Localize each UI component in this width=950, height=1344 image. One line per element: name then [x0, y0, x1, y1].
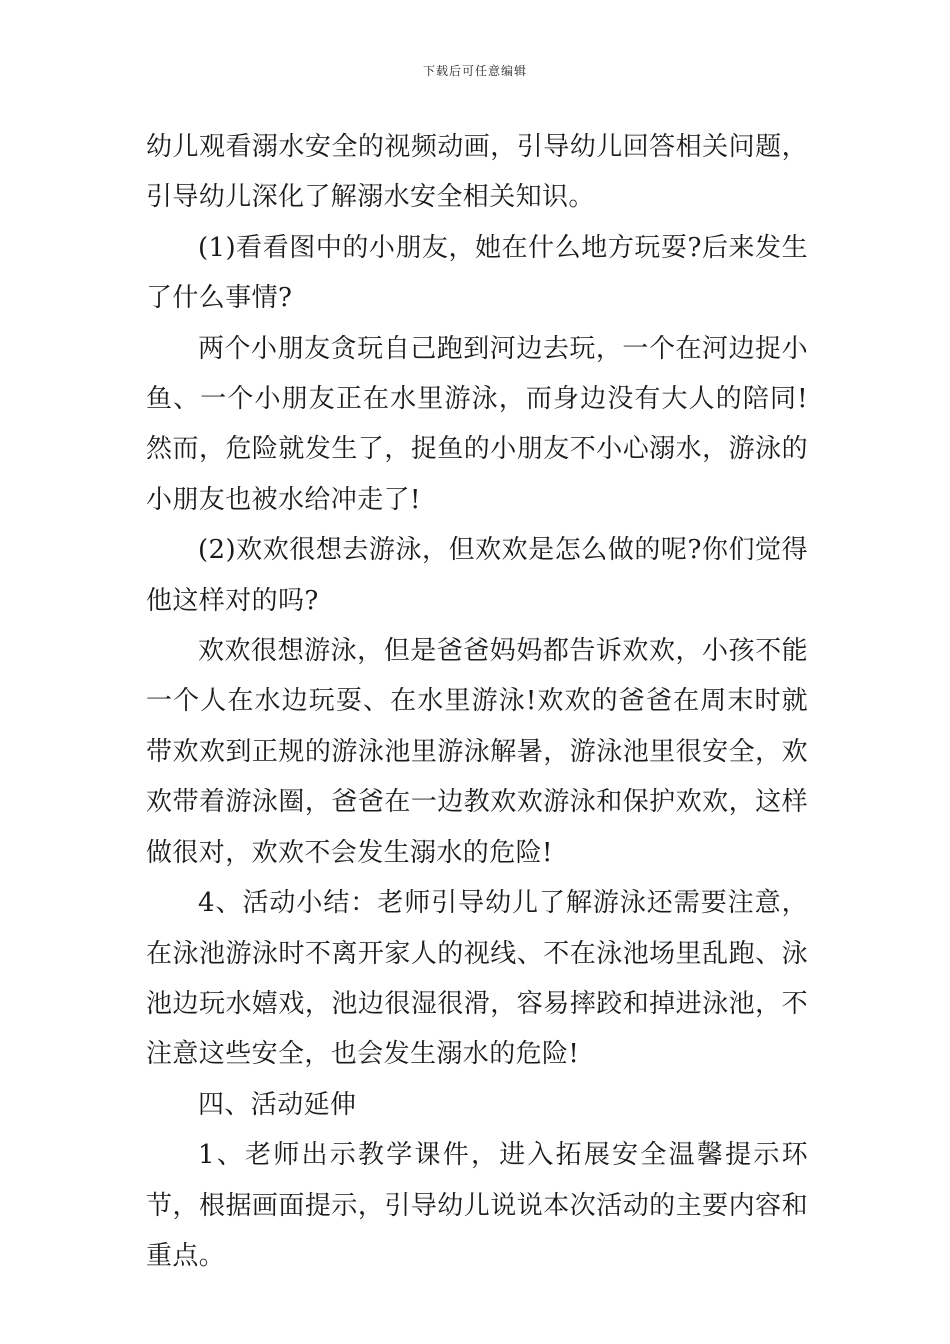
- document-body: [146, 122, 808, 1281]
- paragraph-1: 幼儿观看溺水安全的视频动画，引导幼儿回答相关问题，引导幼儿深化了解溺水安全相关知识。: [146, 132, 808, 213]
- section-heading-extension: 四、活动延伸: [198, 1089, 357, 1120]
- paragraph-6: 4、活动小结：老师引导幼儿了解游泳还需要注意，在泳池游泳时不离开家人的视线、不在泳池场里乱跑、泳池边玩水嬉戏，池边很湿很滑，容易摔跤和掉进泳池，不注意这些安全，也会发生溺水的危险!: [146, 888, 808, 1070]
- paragraph-8: 1、老师出示教学课件，进入拓展安全温馨提示环节，根据画面提示，引导幼儿说说本次活动的主要内容和重点。: [146, 1140, 808, 1271]
- paragraph-5: 欢欢很想游泳，但是爸爸妈妈都告诉欢欢，小孩不能一个人在水边玩耍、在水里游泳!欢欢的爸爸在周末时就带欢欢到正规的游泳池里游泳解暑，游泳池里很安全，欢欢带着游泳圈，爸爸在一边教欢欢游泳和保护欢欢，这样做很对，欢欢不会发生溺水的危险!: [146, 636, 808, 868]
- paragraph-2: (1)看看图中的小朋友，她在什么地方玩耍?后来发生了什么事情?: [146, 232, 808, 314]
- paragraph-3: 两个小朋友贪玩自己跑到河边去玩，一个在河边捉小鱼、一个小朋友正在水里游泳，而身边没有大人的陪同!然而，危险就发生了，捉鱼的小朋友不小心溺水，游泳的小朋友也被水给冲走了!: [146, 333, 808, 515]
- page-header-note: 下载后可任意编辑: [422, 64, 527, 78]
- paragraph-4: (2)欢欢很想去游泳，但欢欢是怎么做的呢?你们觉得他这样对的吗?: [146, 535, 808, 616]
